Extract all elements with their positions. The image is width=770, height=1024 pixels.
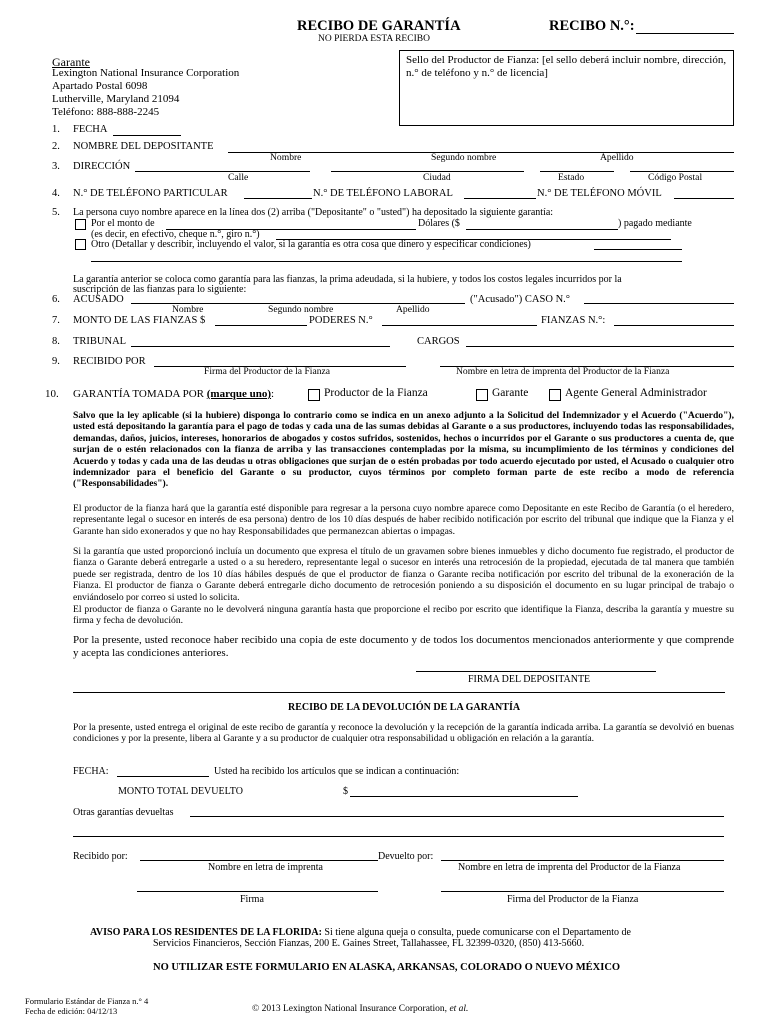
received-by-name-field[interactable] bbox=[140, 860, 378, 861]
returned-producer-signature-field[interactable] bbox=[441, 891, 724, 892]
city-caption: Ciudad bbox=[423, 172, 451, 183]
total-returned-label: MONTO TOTAL DEVUELTO bbox=[118, 786, 243, 797]
bond-amount-field[interactable] bbox=[215, 325, 307, 326]
copyright bbox=[252, 1004, 468, 1015]
receipt-required-paragraph: El productor de fianza o Garante no le devolverá ninguna garantía hasta que proporcione el recibo por escrito que identifique la Fianza, describa la garantía y muestre su firma y fecha de devolución. bbox=[73, 604, 734, 627]
florida-notice-line-2: Servicios Financieros, Sección Fianzas, 200 E. Gaines Street, Tallahassee, FL 32399-0320, (850) 413-5660. bbox=[153, 938, 585, 949]
powers-number-label: PODERES N.° bbox=[309, 315, 373, 326]
total-returned-dollar-sign: $ bbox=[343, 786, 348, 797]
form-title: RECIBO DE GARANTÍA bbox=[297, 18, 461, 34]
florida-notice-label: AVISO PARA LOS RESIDENTES DE LA FLORIDA: bbox=[90, 927, 322, 938]
guarantor-po-box: Apartado Postal 6098 bbox=[52, 80, 148, 92]
received-signature-caption: Firma bbox=[240, 894, 264, 905]
returned-producer-print-name-caption: Nombre en letra de imprenta del Productor de la Fianza bbox=[458, 862, 681, 873]
collateral-purpose-line-2: suscripción de las fianzas para lo siguiente: bbox=[73, 284, 247, 295]
liabilities-paragraph: Salvo que la ley aplicable (si la hubiere) disponga lo contrario como se indica en un anexo adjunto a la Solicitud del Indemnizador y el Acuerdo ("Acuerdo"), usted está depositando la garantía para el pago de todas y cada una de las sumas debidas al Garante o a sus productores, incluyendo todas las responsabilidades, demandas, daños, juicios, intereses, honorarios de abogados y costos sufridos, sostenidos, hechos o incurridos por el Garante o sus productores a cuenta de, que surjan de o estén relacionados con la fianza de arriba y las transacciones contempladas por la misma, su incumplimiento de los términos y condiciones del Acuerdo y todas y cada una de las deudas u otras obligaciones que surjan de o estén probadas por todo acuerdo ejecutado por usted, el Acusado o cualquier otro indemnizador para el beneficio del Garante o su productor, cuyos términos por completo forman parte de este recibo a modo de referencia ("Responsabilidades"). bbox=[73, 410, 734, 490]
received-by-label: RECIBIDO POR bbox=[73, 356, 146, 367]
taken-by-general-agent-label: Agente General Administrador bbox=[565, 387, 707, 399]
defendant-first-name-caption: Nombre bbox=[172, 304, 204, 315]
seal-box-instructions: Sello del Productor de Fianza: [el sello deberá incluir nombre, dirección, n.° de teléfono y n.° de licencia] bbox=[406, 54, 727, 79]
depositor-name-label: NOMBRE DEL DEPOSITANTE bbox=[73, 141, 214, 152]
returned-by-name-field[interactable] bbox=[441, 860, 724, 861]
taken-by-guarantor-label: Garante bbox=[492, 387, 529, 399]
producer-print-name-caption: Nombre en letra de imprenta del Productor de la Fianza bbox=[456, 366, 670, 377]
bond-amount-label: MONTO DE LAS FIANZAS $ bbox=[73, 315, 206, 326]
item-6-number: 6. bbox=[52, 294, 60, 305]
defendant-last-name-caption: Apellido bbox=[396, 304, 430, 315]
item-5-number: 5. bbox=[52, 207, 60, 218]
received-by-return-label: Recibido por: bbox=[73, 851, 128, 862]
other-collateral-field[interactable] bbox=[594, 249, 682, 250]
copyright-etal: et al. bbox=[449, 1004, 469, 1014]
address-street-field[interactable] bbox=[135, 171, 310, 172]
copyright-text: © 2013 Lexington National Insurance Corporation, bbox=[252, 1004, 448, 1014]
restriction-notice: NO UTILIZAR ESTE FORMULARIO EN ALASKA, ARKANSAS, COLORADO O NUEVO MÉXICO bbox=[153, 962, 621, 973]
mobile-phone-label: N.° DE TELÉFONO MÓVIL bbox=[537, 188, 662, 199]
cash-amount-number-field[interactable] bbox=[466, 229, 618, 230]
depositor-last-name-caption: Apellido bbox=[600, 152, 634, 163]
real-estate-paragraph: Si la garantía que usted proporcionó incluía un documento que expresa el título de un gravamen sobre bienes inmuebles y dicho documento fue registrado, el productor de fianza o Garante deberá entregarle a usted o a su heredero, representante legal o sucesor en interés una retrocesión de la propiedad, ejecutada de tal manera que también puede ser registrada, dentro de los 10 días hábiles después de que el productor de fianza o Garante reciba notificación por escrito del tribunal de la exoneración de la Fianza. El productor de fianza o Garante deberá entregarle dicho documento de retrocesión poniendo a su disposición el documento en su lugar principal de trabajo o enviándoselo por correo si usted lo solicita. bbox=[73, 546, 734, 603]
returned-producer-signature-caption: Firma del Productor de la Fianza bbox=[507, 894, 639, 905]
paid-by-label: ) pagado mediante bbox=[618, 218, 692, 229]
return-section-title: RECIBO DE LA DEVOLUCIÓN DE LA GARANTÍA bbox=[288, 702, 521, 713]
mark-one-instruction: (marque uno) bbox=[206, 388, 272, 400]
depositor-signature-caption: FIRMA DEL DEPOSITANTE bbox=[468, 674, 591, 685]
court-field[interactable] bbox=[131, 346, 390, 347]
item-1-number: 1. bbox=[52, 124, 60, 135]
return-conditions-paragraph: El productor de la fianza hará que la garantía esté disponible para regresar a la persona cuyo nombre aparece como Depositante en este Recibo de Garantía (o el heredero, representante legal o sucesor en interés de esa persona) dentro de los 10 días después de haber recibido notificación por escrito del tribunal que indique que la Fianza y el Garante han sido exonerados y que no hay Responsabilidades que permanezcan abiertas o impagas. bbox=[73, 503, 734, 537]
guarantor-name: Lexington National Insurance Corporation bbox=[52, 67, 240, 79]
charges-field[interactable] bbox=[466, 346, 734, 347]
received-signature-field[interactable] bbox=[137, 891, 378, 892]
bonds-number-field[interactable] bbox=[614, 325, 734, 326]
zip-caption: Código Postal bbox=[648, 172, 703, 183]
defendant-label: ACUSADO bbox=[73, 294, 124, 305]
return-date-label: FECHA: bbox=[73, 766, 109, 777]
return-section-text: Por la presente, usted entrega el original de este recibo de garantía y reconoce la devolución y la recepción de la garantía indicada arriba. La garantía se devolvió en buenas condiciones y por la presente, libera al Garante y a su productor de cualquier otra responsabilidad u obligación en relación a la garantía. bbox=[73, 722, 734, 745]
guarantor-label: Garante bbox=[52, 55, 90, 69]
powers-number-field[interactable] bbox=[382, 325, 537, 326]
collateral-taken-by-colon: : bbox=[271, 388, 275, 400]
home-phone-label: N.° DE TELÉFONO PARTICULAR bbox=[73, 188, 228, 199]
work-phone-field[interactable] bbox=[464, 198, 536, 199]
form-subtitle: NO PIERDA ESTA RECIBO bbox=[318, 34, 430, 44]
taken-by-producer-checkbox[interactable] bbox=[308, 389, 320, 401]
home-phone-field[interactable] bbox=[244, 198, 312, 199]
item-10-number: 10. bbox=[45, 388, 59, 400]
receipt-number-label: RECIBO N.°: bbox=[549, 18, 635, 34]
return-items-text: Usted ha recibido los artículos que se indican a continuación: bbox=[214, 766, 460, 777]
item-9-number: 9. bbox=[52, 356, 60, 367]
depositor-signature-field[interactable] bbox=[416, 671, 656, 672]
other-returned-field[interactable] bbox=[190, 816, 724, 817]
date-label: FECHA bbox=[73, 124, 108, 135]
collateral-intro: La persona cuyo nombre aparece en la línea dos (2) arriba ("Depositante" o "usted") ha depositado la siguiente garantía: bbox=[73, 207, 554, 218]
section-divider bbox=[73, 692, 725, 693]
item-3-number: 3. bbox=[52, 161, 60, 172]
date-field[interactable] bbox=[113, 135, 181, 136]
collateral-taken-by-text: GARANTÍA TOMADA POR bbox=[73, 388, 205, 400]
state-caption: Estado bbox=[558, 172, 585, 183]
taken-by-general-agent-checkbox[interactable] bbox=[549, 389, 561, 401]
taken-by-producer-label: Productor de la Fianza bbox=[324, 387, 428, 399]
other-collateral-field-line-2[interactable] bbox=[91, 261, 682, 262]
item-7-number: 7. bbox=[52, 315, 60, 326]
collateral-taken-by-label bbox=[73, 388, 274, 401]
item-8-number: 8. bbox=[52, 336, 60, 347]
bonds-number-label: FIANZAS N.°: bbox=[541, 315, 606, 326]
receipt-number-field[interactable] bbox=[636, 33, 734, 34]
returned-by-label: Devuelto por: bbox=[378, 851, 434, 862]
depositor-first-name-caption: Nombre bbox=[270, 152, 302, 163]
form-name: Formulario Estándar de Fianza n.° 4 bbox=[25, 996, 149, 1006]
collateral-purpose-line-1: La garantía anterior se coloca como garantía para las fianzas, la prima adeudada, si la hubiere, y todos los costos legales incurridos por la bbox=[73, 274, 622, 285]
acknowledgement-paragraph: Por la presente, usted reconoce haber recibido una copia de este documento y de todos los documentos mencionados anteriormente y que comprende y acepta las condiciones anteriores. bbox=[73, 634, 734, 659]
other-collateral-label: Otro (Detallar y describir, incluyendo el valor, si la garantía es otra cosa que dinero y especificar condiciones) bbox=[91, 239, 531, 250]
other-returned-field-line-2[interactable] bbox=[73, 836, 724, 837]
item-4-number: 4. bbox=[52, 188, 60, 199]
received-print-name-caption: Nombre en letra de imprenta bbox=[208, 862, 323, 873]
producer-seal-box[interactable] bbox=[399, 50, 734, 126]
dollars-label: Dólares ($ bbox=[418, 218, 460, 229]
producer-signature-caption: Firma del Productor de la Fianza bbox=[204, 366, 331, 377]
defendant-middle-name-caption: Segundo nombre bbox=[268, 304, 334, 315]
edition-date: Fecha de edición: 04/12/13 bbox=[25, 1006, 118, 1016]
cash-amount-checkbox[interactable] bbox=[75, 219, 86, 230]
guarantor-city: Lutherville, Maryland 21094 bbox=[52, 93, 180, 105]
other-returned-label: Otras garantías devueltas bbox=[73, 807, 174, 818]
item-2-number: 2. bbox=[52, 141, 60, 152]
case-number-label: ("Acusado") CASO N.° bbox=[470, 294, 570, 305]
guarantor-phone: Teléfono: 888-888-2245 bbox=[52, 106, 160, 118]
taken-by-guarantor-checkbox[interactable] bbox=[476, 389, 488, 401]
charges-label: CARGOS bbox=[417, 336, 460, 347]
total-returned-field[interactable] bbox=[350, 796, 578, 797]
cash-amount-label: Por el monto de bbox=[91, 218, 155, 229]
mobile-phone-field[interactable] bbox=[674, 198, 734, 199]
street-caption: Calle bbox=[228, 172, 249, 183]
depositor-middle-name-caption: Segundo nombre bbox=[431, 152, 497, 163]
florida-notice-line-1: Si tiene alguna queja o consulta, puede comunicarse con el Departamento de bbox=[324, 927, 631, 938]
address-label: DIRECCIÓN bbox=[73, 161, 131, 172]
work-phone-label: N.° DE TELÉFONO LABORAL bbox=[313, 188, 453, 199]
court-label: TRIBUNAL bbox=[73, 336, 127, 347]
other-collateral-checkbox[interactable] bbox=[75, 239, 86, 250]
payment-method-hint: (es decir, en efectivo, cheque n.°, giro n.°) bbox=[91, 229, 260, 240]
case-number-field[interactable] bbox=[584, 303, 734, 304]
return-date-field[interactable] bbox=[117, 776, 209, 777]
